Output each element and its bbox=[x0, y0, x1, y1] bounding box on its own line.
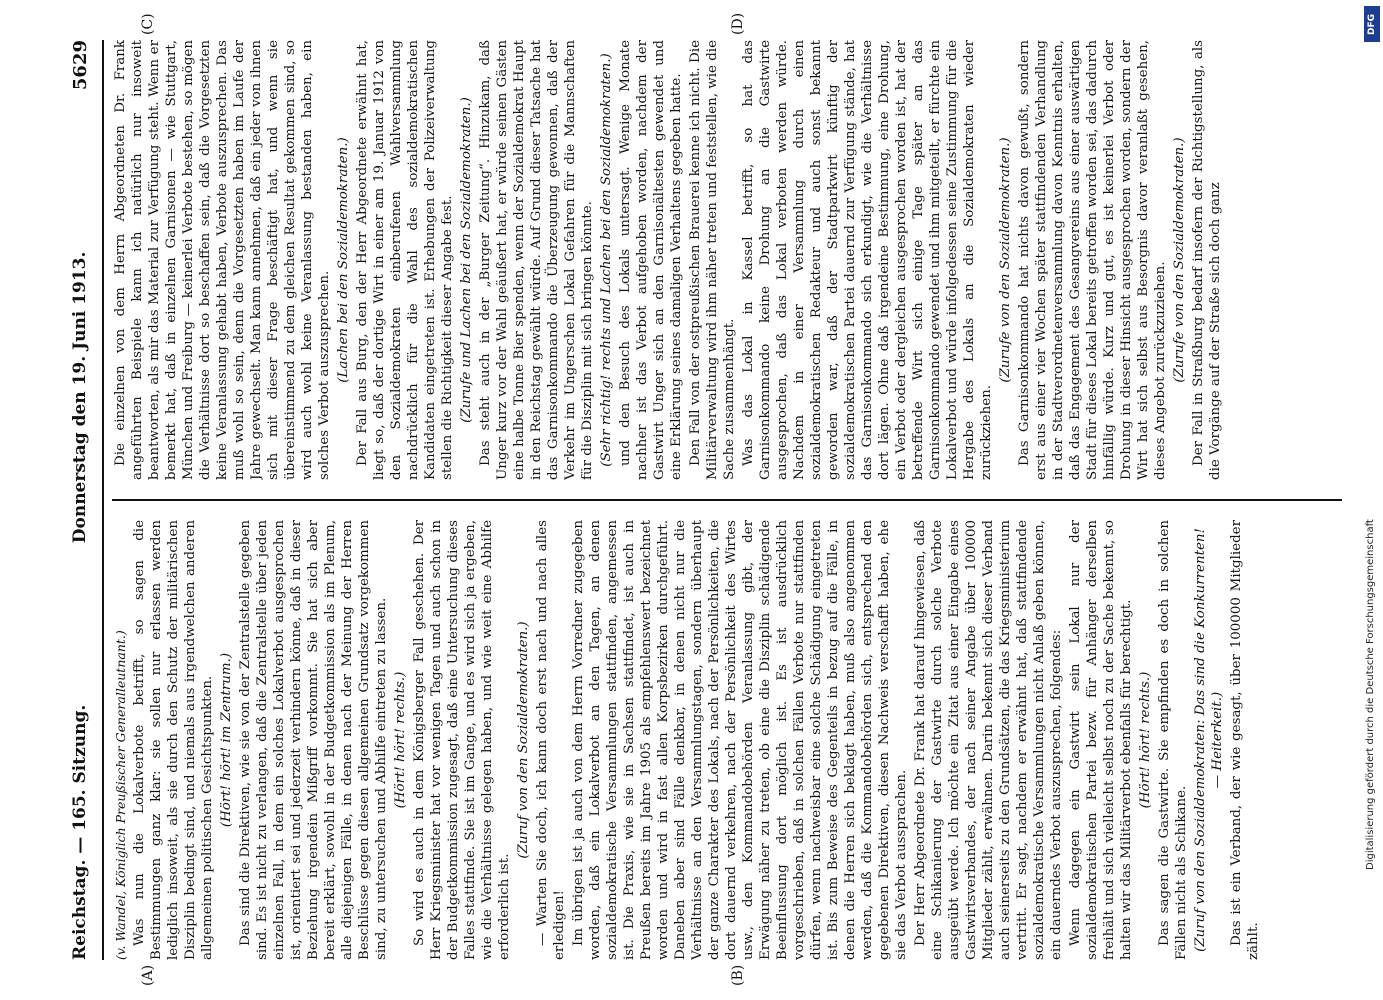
paragraph: Der Herr Abgeordnete Dr. Frank hat darauf hingewiesen, daß eine Schikanierung der Gastwirte durch solche Verbote ausgeübt werde. Ich möchte ein Zitat aus einer Eingabe eines Gastwirtsverbandes, der nach seiner Angabe über 100000 Mitglieder zählt, erwähnen. Darin bekennt sich dieser Verband auch seinerseits zu den Grundsätzen, die das Kriegsministerium vertritt. Er sagt, nachdem er erwähnt hat, daß stattfindende sozialdemokratische Versammlungen nicht Anlaß geben können, ein dauerndes Verbot auszusprechen, folgendes: bbox=[913, 520, 1064, 960]
margin-marker-b: (B) bbox=[730, 964, 746, 986]
page-header bbox=[60, 40, 100, 960]
paragraph: (Sehr richtig! rechts und Lachen bei den Sozialdemokraten.) bbox=[599, 53, 614, 467]
paragraph: Der Fall aus Burg, den der Herr Abgeordnete erwähnt hat, liegt so, daß der dortige Wirt in einer am 19. Januar 1912 von den Sozialdemokraten einberufenen Wahlversammlung nachdrücklich für die Wahl des sozialdemokratischen Kandidaten eingetreten ist. Erhebungen der Polizeiverwaltung stellen die Richtigkeit dieser Angabe fest. bbox=[355, 40, 455, 480]
paragraph: Im übrigen ist ja auch von dem Herrn Vorredner zugegeben worden, daß ein Lokalverbot an den Tagen, an denen sozialdemokratische Versammlungen stattfinden, angemessen ist. Die Praxis, wie sie in Sachsen stattfindet, ist auch in Preußen bereits im Jahre 1905 als empfehlenswert bezeichnet worden und wird in fast allen Korpsbezirken durchgeführt. Daneben aber sind Fälle denkbar, in denen nicht nur die Verhältnisse an den Versammlungstagen, sondern überhaupt der ganze Charakter des Lokals, nach der Persönlichkeiten, die dort dauernd verkehren, nach der Persönlichkeit des Wirtes usw., den Kommandobehörden Veranlassung gibt, der Erwägung näher zu treten, ob eine die Disziplin schädigende Beeinflussung dort möglich ist. Es ist ausdrücklich vorgeschrieben, daß in solchen Fällen Verbote nur stattfinden dürfen, wenn nachweisbar eine solche Schädigung eingetreten ist. Bis zum Beweise des Gegenteils in bezug auf die Fälle, in denen die Herren sich beklagt haben, muß also angenommen werden, daß die Kommandobehörden sich, entsprechend den gegebenen Direktiven, diesen Nachweis verschafft haben, ehe sie das Verbot aussprachen. bbox=[571, 520, 909, 960]
margin-marker-c: (C) bbox=[140, 13, 156, 35]
margin-marker-d: (D) bbox=[730, 12, 746, 35]
paragraph: So wird es auch in dem Königsberger Fall geschehen. Der Herr Kriegsminister hat vor wenigen Tagen und auch schon in der Budgetkommission zugesagt, daß eine Untersuchung dieses Falles stattfinde. Sie ist im Gange, und es wird sich ja ergeben, wie die Verhältnisse gelegen haben, und wie weit eine Abhilfe erforderlich ist. bbox=[412, 520, 512, 960]
paragraph: (Hört! hört! rechts.) bbox=[1138, 671, 1153, 809]
paragraph: Was nun die Lokalverbote betrifft, so sagen die Bestimmungen ganz klar: sie sollen nur erlassen werden lediglich insoweit, als sie durch den Schutz der militärischen Disziplin bedingt sind, und niemals aus irgendwelchen anderen allgemeinen politischen Gesichtspunkten. bbox=[132, 520, 215, 960]
paragraph: (Hört! hört! im Zentrum.) bbox=[219, 652, 234, 828]
digitization-credit: Digitalisierung gefördert durch die Deutsche Forschungsgemeinschaft bbox=[1365, 519, 1376, 870]
text-column-left bbox=[112, 520, 1342, 960]
speaker-tag: (v. Wandel, Königlich Preußischer Generalleutnant.) bbox=[113, 630, 128, 960]
paragraph: Den Fall von der ostpreußischen Brauerei kenne ich nicht. Die Militärverwaltung wird ihm näher treten und feststellen, wie die Sache zusammenhängt. bbox=[688, 40, 737, 480]
text-column-right bbox=[112, 40, 1342, 480]
paragraph: (Zuruf von den Sozialdemokraten: Das sind die Konkurrenten! — Heiterkeit.) bbox=[1193, 528, 1225, 952]
paragraph: Das sagen die Gastwirte. Sie empfinden es doch in solchen Fällen nicht als Schikane. bbox=[1157, 520, 1189, 960]
paragraph: Das steht auch in der „Burger Zeitung“. Hinzukam, daß Unger kurz vor der Wahl geäußert hat, er würde seinen Gästen eine halbe Tonne Bier spenden, wenn der Sozialdemokrat Haupt in den Reichstag gewählt würde. Auf Grund dieser Tatsache hat das Garnisonkommando die Überzeugung gewonnen, daß der Verkehr im Ungerschen Lokal Gefahren für die Mannschaften für die Disziplin mit sich bringen könnte. bbox=[478, 40, 595, 480]
paragraph: Wenn dagegen ein Gastwirt sein Lokal nur der sozialdemokratischen Partei bezw. für Anhänger derselben freihält und sich vielleicht selbst noch zu der Sache bekennt, so halten wir das Militärverbot ebenfalls für berechtigt. bbox=[1068, 520, 1134, 960]
header-left: Reichstag. — 165. Sitzung. bbox=[70, 704, 90, 960]
paragraph: Was das Lokal in Kassel betrifft, so hat das Garnisonkommando keine Drohung an die Gastwirte ausgesprochen, daß das Lokal verboten werden würde. Nachdem in einer Versammlung durch einen sozialdemokratischen Redakteur und auch sonst bekannt geworden war, daß der Stadtparkwirt künftig der sozialdemokratischen Partei dauernd zur Verfügung stände, hat das Garnisonkommando sich erkundigt, wie die Verhältnisse dort lägen. Ohne daß irgendeine Bestimmung, eine Drohung, ein Verbot oder dergleichen ausgesprochen worden ist, hat der betreffende Wirt sich einige Tage später an das Garnisonkommando gewendet und ihm mitgeteilt, er fürchte ein Lokalverbot und würde infolgedessen seine Zustimmung für die Hergabe des Lokals an die Sozialdemokraten wieder zurückziehen. bbox=[741, 40, 994, 480]
paragraph: Der Fall in Straßburg bedarf insofern der Richtigstellung, als die Vorgänge auf der Straße sich doch ganz bbox=[1191, 40, 1223, 480]
paragraph: Das ist ein Verband, der wie gesagt, über 100000 Mitglieder zählt. bbox=[1229, 520, 1261, 960]
header-rule bbox=[102, 40, 104, 960]
paragraph: (Zuruf von den Sozialdemokraten.) bbox=[516, 621, 531, 859]
paragraph: und den Besuch des Lokals untersagt. Wenige Monate nachher ist das Verbot aufgehoben worden, nachdem der Gastwirt Unger sich an den Garnisonältesten gewendet und eine Erklärung seines damaligen Verhaltens gegeben hatte. bbox=[618, 40, 684, 480]
paragraph: Das sind die Direktiven, wie sie von der Zentralstelle gegeben sind. Es ist nicht zu verlangen, daß die Zentralstelle über jeden einzelnen Fall, in dem ein solches Lokalverbot ausgesprochen ist, orientiert sei und jederzeit verhindern könne, daß in dieser Beziehung irgendein Mißgriff vorkommt. Sie hat sich aber bereit erklärt, sowohl in der Budgetkommission als im Plenum, alle diejenigen Fälle, in denen nach der Meinung der Herren Beschlüsse gegen diesen allgemeinen Grundsatz vorgekommen sind, zu untersuchen und Abhilfe eintreten zu lassen. bbox=[238, 520, 389, 960]
paragraph: (Lachen bei den Sozialdemokraten.) bbox=[336, 137, 351, 383]
dfg-logo-icon: DFG bbox=[1364, 6, 1380, 42]
column-divider bbox=[112, 500, 1342, 502]
page-number: 5629 bbox=[69, 40, 91, 91]
paragraph: (Hört! hört! rechts.) bbox=[393, 671, 408, 809]
document-page bbox=[40, 0, 1370, 1000]
paragraph: Die einzelnen von dem Herrn Abgeordneten Dr. Frank angeführten Beispiele kann ich natürlich nur insoweit beantworten, als mir das Material zur Verfügung steht. Wenn er bemerkt hat, daß in einzelnen Garnisonen — wie Stuttgart, München und Freiburg — keinerlei Verbote bestehen, so mögen die Verhältnisse dort so beschaffen sein, daß die Vorgesetzten keine Veranlassung gehabt haben, Verbote auszusprechen. Das muß wohl so sein, denn die Vorgesetzten haben im Laufe der Jahre gewechselt. Man kann annehmen, daß ein jeder von ihnen sich mit dieser Frage beschäftigt hat, und wenn sie übereinstimmend zu dem gleichen Resultat gekommen sind, so wird auch wohl keine Veranlassung bestanden haben, ein solches Verbot auszusprechen. bbox=[113, 40, 332, 480]
paragraph: (Zurufe von den Sozialdemokraten.) bbox=[1172, 137, 1187, 383]
paragraph: — Warten Sie doch, ich kann doch erst nach und nach alles erledigen! bbox=[535, 520, 567, 960]
paragraph: (Zurufe von den Sozialdemokraten.) bbox=[998, 137, 1013, 383]
margin-marker-a: (A) bbox=[140, 964, 156, 986]
paragraph: (Zurufe und Lachen bei den Sozialdemokraten.) bbox=[459, 97, 474, 423]
header-date: Donnerstag den 19. Juni 1913. bbox=[70, 251, 90, 544]
paragraph: Das Garnisonkommando hat nichts davon gewußt, sondern erst aus einer vier Wochen später stattfindenden Verhandlung in der Stadtverordnetenversammlung davon Kenntnis erhalten, daß das Engagement des Gesangvereins aus einer auswärtigen Stadt für dieses Lokal bereits getroffen worden sei, das dadurch hinfällig würde. Kurz und gut, es ist keinerlei Verbot oder Drohung in dieser Hinsicht ausgesprochen worden, sondern der Wirt hat sich selbst aus Besorgnis davor veranlaßt gesehen, dieses Angebot zurückzuziehen. bbox=[1017, 40, 1168, 480]
